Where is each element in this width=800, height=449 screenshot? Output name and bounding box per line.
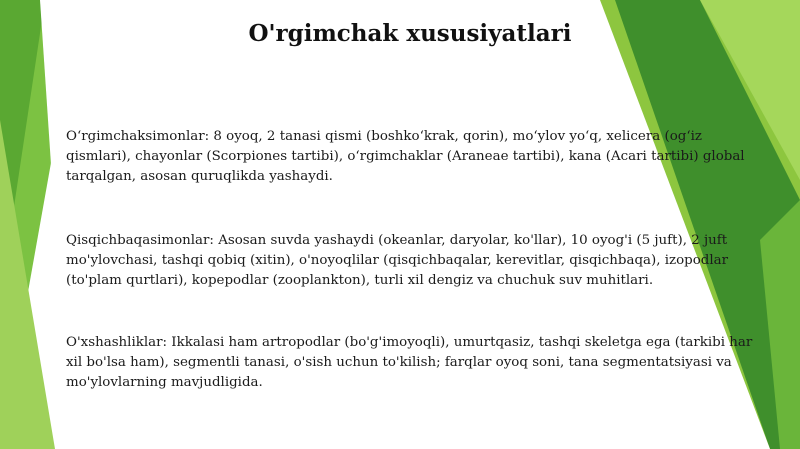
slide-title: O'rgimchak xususiyatlari [248,20,572,47]
paragraph-crustaceans: Qisqichbaqasimonlar: Asosan suvda yashaydi (okeanlar, daryolar, ko'llar), 10 oyog'i (5 juft), 2 juft mo'ylovchasi, tashqi qobiq (xitin), o'noyoqlilar (qisqichbaqalar, kerevitlar, qisqichbaqa), izopodlar (to'plam qurtlari), kopepodlar (zooplankton), turli xil dengiz va chuchuk suv muhitlari. [66,233,729,288]
paragraph-similarities: O'xshashliklar: Ikkalasi ham artropodlar (bo'g'imoyoqli), umurtqasiz, tashqi skeletga ega (tarkibi har xil bo'lsa ham), segmentli tanasi, o'sish uchun to'kilish; farqlar oyoq soni, tana segmentatsiyasi va mo'ylovlarning mavjudligida. [66,335,753,390]
paragraph-arachnids: O‘rgimchaksimonlar: 8 oyoq, 2 tanasi qismi (boshko‘krak, qorin), mo‘ylov yo‘q, xeliсera (og‘iz qismlari), chayonlar (Scorpiones tartibi), o‘rgimchaklar (Araneae tartibi), kana (Acari tartibi) global tarqalgan, asosan quruqlikda yashaydi. [66,129,745,184]
